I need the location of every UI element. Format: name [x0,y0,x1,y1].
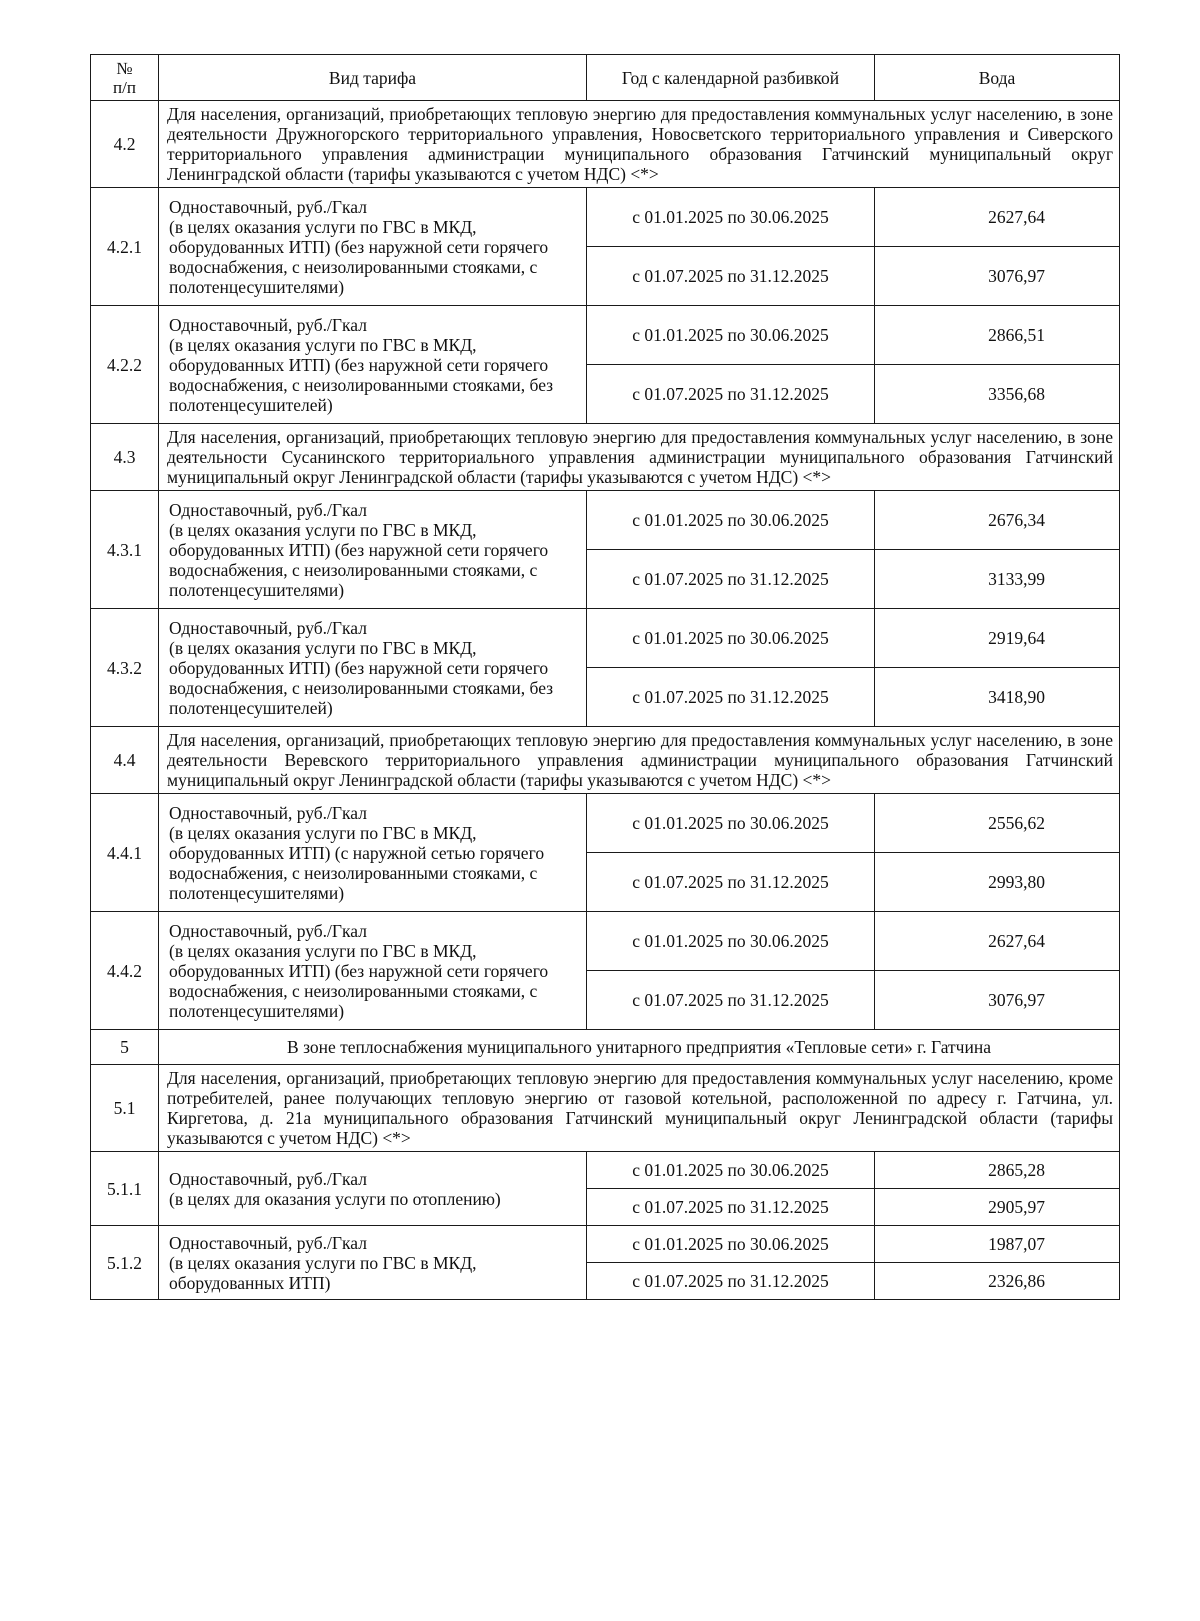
period-cell: с 01.07.2025 по 31.12.2025 [587,971,875,1030]
value-cell: 2993,80 [875,853,1120,912]
tariff-row [91,1152,1120,1189]
group-row [91,1065,1120,1152]
value-cell: 2905,97 [875,1189,1120,1226]
item-desc: Одноставочный, руб./Гкал (в целях оказания услуги по ГВС в МКД, оборудованных ИТП) [159,1226,587,1300]
group-row [91,424,1120,491]
header-row [91,55,1120,101]
period-cell: с 01.01.2025 по 30.06.2025 [587,188,875,247]
item-num: 4.4.2 [91,912,159,1030]
tariff-table [90,54,1120,1300]
value-cell: 2676,34 [875,491,1120,550]
group-text: Для населения, организаций, приобретающих тепловую энергию для предоставления коммунальных услуг населению, в зоне деятельности Дружногорского территориального управления, Новосветского территориального управления и Сиверского территориального управления администрации муниципального образования Гатчинский муниципальный округ Ленинградской области (тарифы указываются с учетом НДС) <*> [159,101,1120,188]
group-num: 4.2 [91,101,159,188]
value-cell: 2866,51 [875,306,1120,365]
value-cell: 3076,97 [875,247,1120,306]
period-cell: с 01.07.2025 по 31.12.2025 [587,247,875,306]
item-desc: Одноставочный, руб./Гкал (в целях оказания услуги по ГВС в МКД, оборудованных ИТП) (без наружной сети горячего водоснабжения, с неизолированными стояками, с полотенцесушителями) [159,912,587,1030]
period-cell: с 01.01.2025 по 30.06.2025 [587,306,875,365]
value-cell: 2627,64 [875,912,1120,971]
group-text: Для населения, организаций, приобретающих тепловую энергию для предоставления коммунальных услуг населению, кроме потребителей, ранее получающих тепловую энергию от газовой котельной, расположенной по адресу г. Гатчина, ул. Киргетова, д. 21а муниципального образования Гатчинский муниципальный округ Ленинградской области (тарифы указываются с учетом НДС) <*> [159,1065,1120,1152]
value-cell: 2919,64 [875,609,1120,668]
period-cell: с 01.07.2025 по 31.12.2025 [587,365,875,424]
section-num: 5 [91,1030,159,1065]
item-num: 4.3.2 [91,609,159,727]
tariff-row [91,794,1120,853]
period-cell: с 01.01.2025 по 30.06.2025 [587,1152,875,1189]
tariff-row [91,1226,1120,1263]
item-num: 4.2.1 [91,188,159,306]
period-cell: с 01.01.2025 по 30.06.2025 [587,912,875,971]
value-cell: 2865,28 [875,1152,1120,1189]
section-title: В зоне теплоснабжения муниципального унитарного предприятия «Тепловые сети» г. Гатчина [159,1030,1120,1065]
item-desc: Одноставочный, руб./Гкал (в целях оказания услуги по ГВС в МКД, оборудованных ИТП) (с наружной сетью горячего водоснабжения, с неизолированными стояками, с полотенцесушителями) [159,794,587,912]
tariff-row [91,912,1120,971]
item-desc: Одноставочный, руб./Гкал (в целях оказания услуги по ГВС в МКД, оборудованных ИТП) (без наружной сети горячего водоснабжения, с неизолированными стояками, с полотенцесушителями) [159,491,587,609]
period-cell: с 01.01.2025 по 30.06.2025 [587,1226,875,1263]
header-num: № п/п [91,55,159,101]
tariff-row [91,491,1120,550]
period-cell: с 01.07.2025 по 31.12.2025 [587,1263,875,1300]
group-num: 5.1 [91,1065,159,1152]
group-num: 4.4 [91,727,159,794]
period-cell: с 01.01.2025 по 30.06.2025 [587,491,875,550]
group-text: Для населения, организаций, приобретающих тепловую энергию для предоставления коммунальных услуг населению, в зоне деятельности Сусанинского территориального управления администрации муниципального образования Гатчинский муниципальный округ Ленинградской области (тарифы указываются с учетом НДС) <*> [159,424,1120,491]
period-cell: с 01.07.2025 по 31.12.2025 [587,853,875,912]
value-cell: 2326,86 [875,1263,1120,1300]
item-desc: Одноставочный, руб./Гкал (в целях оказания услуги по ГВС в МКД, оборудованных ИТП) (без наружной сети горячего водоснабжения, с неизолированными стояками, с полотенцесушителями) [159,188,587,306]
value-cell: 3133,99 [875,550,1120,609]
item-num: 5.1.1 [91,1152,159,1226]
group-num: 4.3 [91,424,159,491]
tariff-row [91,306,1120,365]
value-cell: 1987,07 [875,1226,1120,1263]
item-desc: Одноставочный, руб./Гкал (в целях оказания услуги по ГВС в МКД, оборудованных ИТП) (без наружной сети горячего водоснабжения, с неизолированными стояками, без полотенцесушителей) [159,306,587,424]
period-cell: с 01.07.2025 по 31.12.2025 [587,1189,875,1226]
item-desc: Одноставочный, руб./Гкал (в целях для оказания услуги по отоплению) [159,1152,587,1226]
value-cell: 3418,90 [875,668,1120,727]
header-type: Вид тарифа [159,55,587,101]
item-desc: Одноставочный, руб./Гкал (в целях оказания услуги по ГВС в МКД, оборудованных ИТП) (без наружной сети горячего водоснабжения, с неизолированными стояками, без полотенцесушителей) [159,609,587,727]
group-text: Для населения, организаций, приобретающих тепловую энергию для предоставления коммунальных услуг населению, в зоне деятельности Веревского территориального управления администрации муниципального образования Гатчинский муниципальный округ Ленинградской области (тарифы указываются с учетом НДС) <*> [159,727,1120,794]
period-cell: с 01.07.2025 по 31.12.2025 [587,550,875,609]
header-period: Год с календарной разбивкой [587,55,875,101]
section-row [91,1030,1120,1065]
period-cell: с 01.07.2025 по 31.12.2025 [587,668,875,727]
item-num: 4.2.2 [91,306,159,424]
item-num: 4.4.1 [91,794,159,912]
item-num: 4.3.1 [91,491,159,609]
tariff-row [91,609,1120,668]
header-value: Вода [875,55,1120,101]
value-cell: 2627,64 [875,188,1120,247]
period-cell: с 01.01.2025 по 30.06.2025 [587,609,875,668]
group-row [91,101,1120,188]
tariff-row [91,188,1120,247]
period-cell: с 01.01.2025 по 30.06.2025 [587,794,875,853]
value-cell: 3076,97 [875,971,1120,1030]
value-cell: 2556,62 [875,794,1120,853]
value-cell: 3356,68 [875,365,1120,424]
item-num: 5.1.2 [91,1226,159,1300]
group-row [91,727,1120,794]
